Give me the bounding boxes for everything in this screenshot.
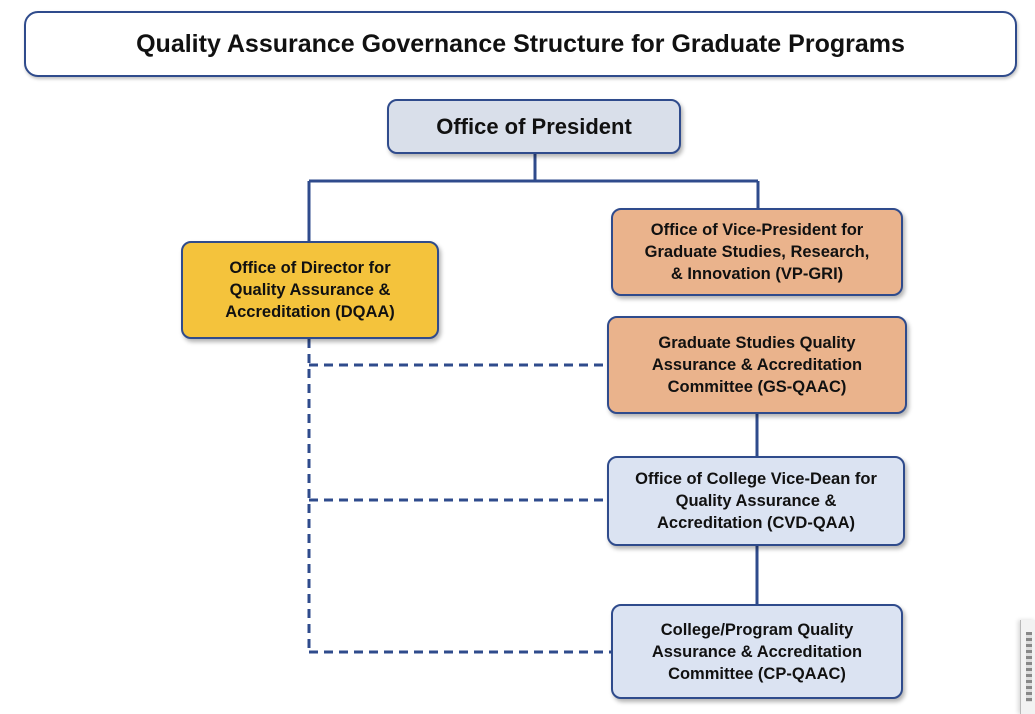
diagram-title: Quality Assurance Governance Structure for Graduate Programs <box>136 29 905 58</box>
window-edge-fragment <box>1020 620 1035 714</box>
node-office-of-president: Office of President <box>387 99 681 154</box>
node-cp-qaac: College/Program Quality Assurance & Accreditation Committee (CP-QAAC) <box>611 604 903 699</box>
title-box <box>24 11 1017 77</box>
node-gs-qaac: Graduate Studies Quality Assurance & Accreditation Committee (GS-QAAC) <box>607 316 907 414</box>
scrollbar-fragment <box>1026 632 1032 702</box>
node-vp-gri: Office of Vice-President for Graduate Studies, Research, & Innovation (VP-GRI) <box>611 208 903 296</box>
node-dqaa: Office of Director for Quality Assurance & Accreditation (DQAA) <box>181 241 439 339</box>
node-cvd-qaa: Office of College Vice-Dean for Quality Assurance & Accreditation (CVD-QAA) <box>607 456 905 546</box>
